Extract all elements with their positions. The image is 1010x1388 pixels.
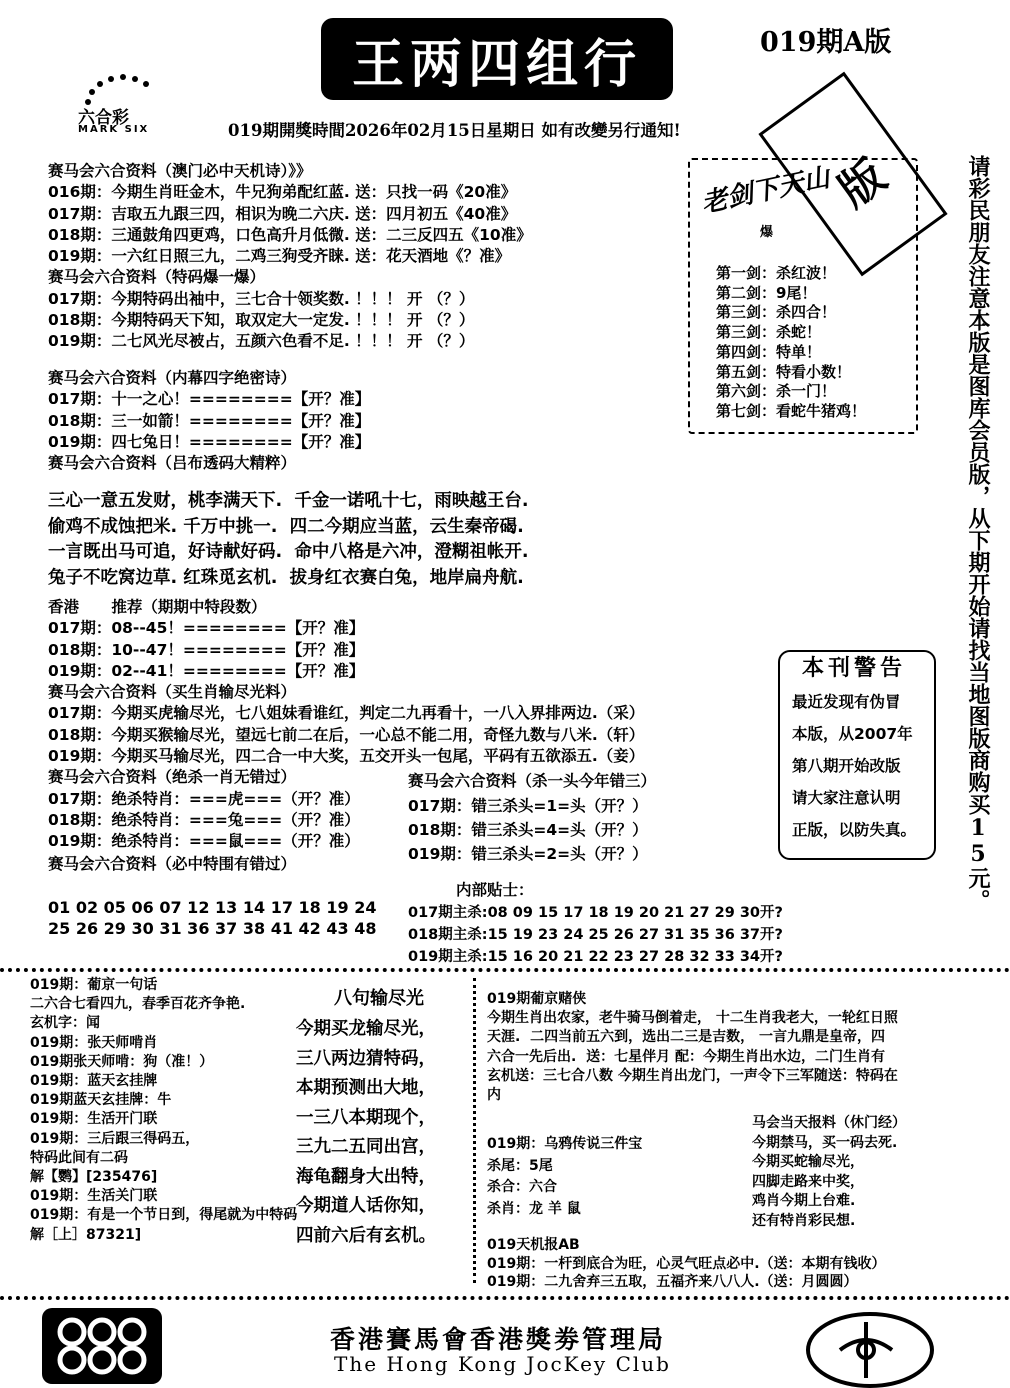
stamp-text: 版 [829,150,896,218]
emblem-icon [810,1316,930,1384]
divider-vertical [473,978,476,1283]
numbers-row: 25 26 29 30 31 36 37 38 41 42 43 48 [48,919,377,938]
numbers-row: 01 02 05 06 07 12 13 14 17 18 19 24 [48,898,377,917]
banner-title-text: 王两四组行 [351,33,642,95]
text-line: 019期：张天师啃肖 [30,1034,158,1051]
text-line: 四脚走路来中奖， [752,1173,864,1190]
sword-item: 第三剑：杀蛇！ [716,323,822,342]
text-line: 019期：乌鸦传说三件宝 [487,1136,643,1152]
text-line: 赛马会六合资料（吕布透码大精粹） [48,454,297,473]
text-line: 019期主杀:15 16 20 21 22 23 27 28 32 33 34开? [408,949,783,965]
swirl-icon [42,1308,162,1384]
poem-block [48,489,528,591]
text-line: 香港 推荐（期期中特段数） [48,598,267,616]
text-line: 马会当天报料（休门经） [752,1115,906,1131]
sword-item: 第一剑：杀红波！ [716,264,837,282]
text-line: 018期：错三杀头=4=头（开？） [408,821,648,839]
text-line: 杀尾：5尾 [487,1157,553,1174]
text-line: 内 [487,1087,501,1104]
text-line: 017期：08--45！========【开？准】 [48,619,365,638]
text-line: 鸡肖今期上台难. [752,1193,856,1209]
text-line: 赛马会六合资料（杀一头今年错三） [408,772,657,790]
text-line: 018期：10--47！========【开？准】 [48,640,365,659]
sword-item: 第七剑：看蛇牛猪鸡！ [716,401,867,420]
banner-title [321,18,673,100]
text-line: 还有特肖彩民想. [752,1212,856,1229]
text-line: 019期：一杆到底合为旺，心灵气旺点必中.（送：本期有钱收） [487,1255,886,1272]
text-line: 玄机送：三七合八数 今期生肖出龙门，一声令下三军随送：特码在 [487,1067,898,1084]
warning-line: 本版，从2007年 [792,725,913,743]
logo-cn: 六合彩 [78,108,129,128]
text-line: 玄机字：闻 [30,1015,100,1032]
text-line: 019期：四七兔日！========【开？准】 [48,432,371,451]
warning-line: 最近发现有伪冒 [792,693,901,711]
poem-line: 三九二五同出宫， [296,1137,436,1157]
text-line: 赛马会六合资料（买生肖输尽光料） [48,683,297,702]
footer-org-cn: 香港賽馬會香港獎劵管理局 [330,1325,667,1354]
poem-line: 今期道人话你知， [296,1196,436,1216]
text-line: 赛马会六合资料（澳门必中天机诗）》》 [48,162,312,180]
text-line: 今期买蛇输尽光， [752,1154,864,1170]
bottom-left-notes [30,976,297,1245]
text-line: 016期：今期生肖旺金木，牛兄狗弟配红蓝. 送：只找一码《20准》 [48,183,517,202]
text-line: 019期张天师啃：狗（准！） [30,1053,214,1070]
poem-line: 本期预测出大地， [296,1078,436,1098]
text-line: 019天机报AB [487,1237,580,1253]
casino-block [487,990,898,1105]
text-line: 017期：绝杀特肖：===虎===（开？准） [48,789,360,808]
hkjc-logo-left [42,1308,162,1384]
warning-line: 正版，以防失真。 [792,821,917,839]
text-line: 六合一先后出. 送：七星伴月 配：今期生肖出水边，二门生肖有 [487,1048,885,1065]
eight-lines-title: 八句输尽光 [334,988,424,1009]
dots-icon [78,72,158,106]
text-line: 018期：今期特码天下知，取双定大一定发. ！！！ 开 （？） [48,311,475,330]
text-line: 017期：错三杀头=1=头（开？） [408,797,648,815]
text-line: 解［上］87321] [30,1226,142,1243]
poem-line: 海龟翻身大出特， [296,1166,436,1187]
sword-item: 第四剑：特单！ [716,342,822,361]
text-line: 017期：十一之心！========【开？准】 [48,390,371,409]
section-kill-head [408,768,656,866]
text-line: 017期主杀:08 09 15 17 18 19 20 21 27 29 30开? [408,905,783,921]
sword-item: 第三剑：杀四合！ [716,303,837,322]
sword-item: 第五剑：特看小数！ [716,362,852,381]
sword-list [716,264,866,422]
text-line: 天涯. 二四当前五六到，选出二三是吉数， 一言九鼎是皇帝，四 [487,1029,885,1046]
text-line: 019期：二七风光尽被占，五颜六色看不足. ！！！ 开 （？） [48,332,475,351]
text-line: 017期：吉取五九跟三四，相识为晚二六庆. 送：四月初五《40准》 [48,204,517,223]
warning-body [792,686,916,846]
edition-label: 019期A版 [760,27,892,58]
text-line: 今期禁马，买一码去死. [752,1134,898,1151]
draw-notice: 019期開獎時間2026年02月15日星期日 如有改變另行通知! [228,121,681,140]
text-line: 赛马会六合资料（绝杀一肖无错过） [48,768,297,787]
poem-line: 今期买龙输尽光， [296,1019,436,1039]
tianji-block [487,1236,886,1292]
poem-line: 兔子不吃窝边草. 红珠觅玄机. 拔身红衣赛白兔，地岸扁舟航. [48,567,524,588]
text-line: 019期：生活开门联 [30,1111,158,1128]
text-line: 杀肖：龙 羊 鼠 [487,1200,581,1217]
poem-line: 偷鸡不成蚀把米. 千万中挑一. 四二今期应当蓝，云生秦帝碣. [48,516,524,537]
crow-block [487,1134,642,1220]
poem-line: 三八两边猜特码， [296,1048,436,1069]
text-line: 二六合七看四九，春季百花齐争艳. [30,996,246,1013]
text-line: 019期葡京赌侠 [487,991,587,1007]
text-line: 018期：三一如箭！========【开？准】 [48,411,371,430]
poem-line: 一三八本期现个， [296,1107,436,1128]
text-line: 赛马会六合资料（内幕四字绝密诗） [48,369,297,387]
divider [0,1296,1010,1300]
poem-line: 一言既出马可追，好诗献好码. 命中八格是六冲，澄糊祖帐开. [48,542,529,563]
warning-title: 本刊警告 [802,655,907,681]
warning-line: 请大家注意认明 [792,789,901,807]
text-line: 019期：三后跟三得码五， [30,1130,200,1147]
section-title: 赛马会六合资料（必中特围有错过） [48,855,297,873]
eight-lines [296,1015,436,1251]
footer-org-en: The Hong Kong JocKey Club [334,1352,671,1376]
poem-line: 三心一意五发财，桃李满天下. 千金一诺吼十七，雨映越王台. [48,491,529,511]
text-line: 019期：蓝天玄挂牌 [30,1073,158,1090]
text-line: 019期：葡京一句话 [30,977,158,993]
text-line: 019期：绝杀特肖：===鼠===（开？准） [48,832,360,851]
divider [0,968,1010,972]
text-line: 017期：今期特码出袖中，三七合十领奖数. ！！！ 开 （？） [48,289,475,308]
warning-line: 第八期开始改版 [792,757,901,775]
horse-block [752,1114,906,1231]
mark-six-logo [78,72,178,142]
text-line: 解【鹦】[235476] [30,1169,158,1186]
sword-title: 老剑下天山 [698,162,833,220]
text-line: 特码此间有二码 [30,1149,128,1166]
text-line: 018期：绝杀特肖：===兔===（开？准） [48,810,360,829]
sword-item: 第六剑：杀一门！ [716,382,837,401]
text-line: 今期生肖出农家，老牛骑马倒着走， 十二生肖我老大，一轮红日照 [487,1010,898,1027]
poem-line: 四前六后有玄机。 [296,1225,436,1246]
hkjc-logo-right [806,1312,934,1388]
text-line: 019期：生活关门联 [30,1188,158,1205]
text-line: 018期：今期买猴输尽光，望远七前二在后，一心总不能二用，奇怪九数与八米.（轩） [48,725,645,744]
sword-item: 第二剑：9尾！ [716,283,817,302]
inside-tips [408,902,783,968]
text-line: 019期：有是一个节日到，得尾就为中特码 [30,1207,298,1224]
text-line: 019期：今期买马输尽光，四二合一中大奖，五交开头一包尾，平码有五欲添五.（妾） [48,747,645,766]
logo-en: MARK SIX [78,124,150,135]
text-line: 019期蓝天玄挂牌：牛 [30,1092,172,1109]
text-line: 杀合：六合 [487,1179,557,1195]
text-line: 018期：三通鼓角四更鸡，口色高升月低微. 送：二三反四五《10准》 [48,225,532,244]
text-line: 019期：02--41！========【开？准】 [48,661,365,680]
text-line: 赛马会六合资料（特码爆一爆） [48,268,266,287]
section-tianji-poem [48,161,532,353]
text-line: 018期主杀:15 19 23 24 25 26 27 31 35 36 37开? [408,927,783,943]
text-line: 017期：今期买虎输尽光，七八姐妹看谁红，判定二九再看十，一八入界排两边.（采） [48,704,645,723]
text-line: 019期：错三杀头=2=头（开？） [408,845,648,863]
sword-sub: 爆 [760,225,774,240]
text-line: 019期：二九舍弃三五取，五福齐来八八人.（送：月圆圆） [487,1274,858,1290]
text-line: 019期：一六红日照三九，二鸡三狗受齐睐. 送：花天酒地《？准》 [48,247,511,266]
section-four-char [48,368,370,474]
inside-tips-title: 内部贴士： [456,881,534,899]
side-notice: 请彩民朋友注意本版是图库会员版，从下期开始请找当地图版商购买15元。 [965,155,991,911]
